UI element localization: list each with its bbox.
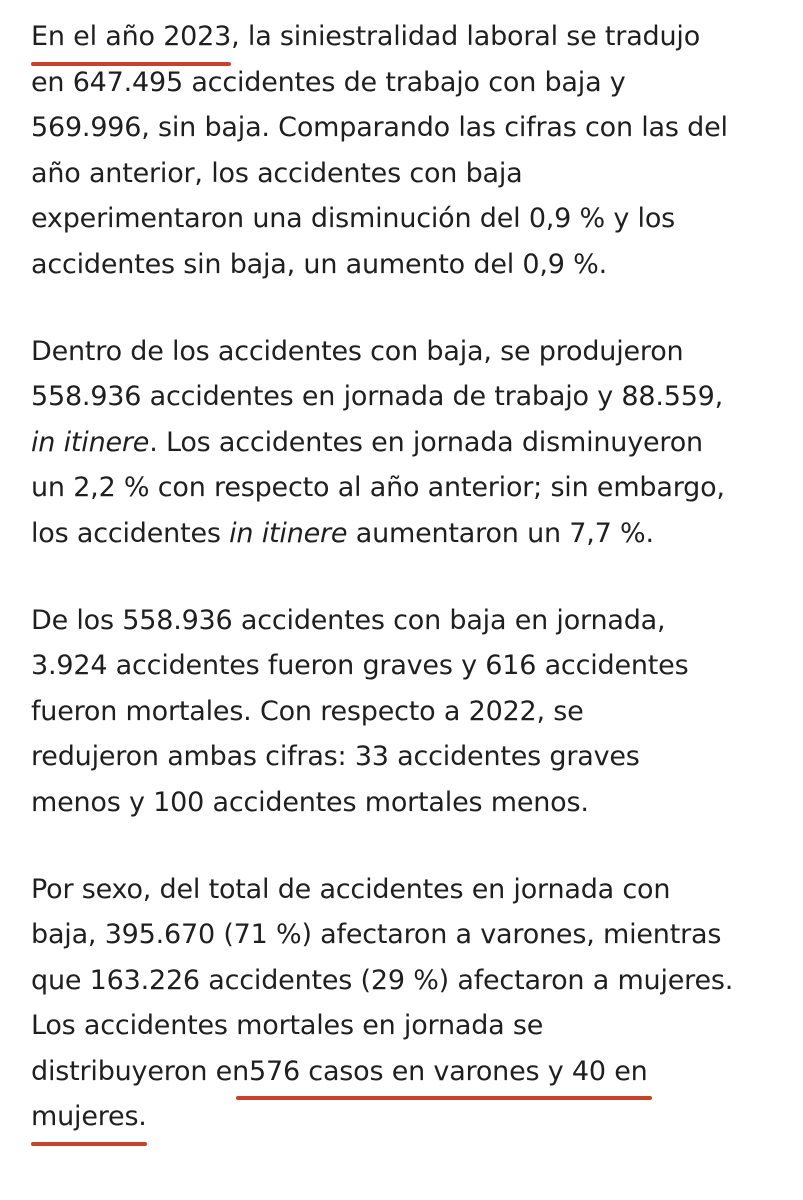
text-line [31,511,796,557]
article-body [31,14,796,1181]
text-span: . Los accidentes en jornada disminuyeron [149,426,703,458]
text-line [31,1094,796,1140]
text-line: baja, 395.670 (71 %) afectaron a varones, mientras [31,919,722,951]
paragraph-severity [31,598,796,826]
text-line: 558.936 accidentes en jornada de trabajo y 88.559, [31,381,724,413]
text-line: año anterior, los accidentes con baja [31,157,523,189]
text-line: que 163.226 accidentes (29 %) afectaron a mujeres. [31,964,734,996]
text-line [31,1049,796,1095]
italic-term: in itinere [31,426,150,458]
text-line: 3.924 accidentes fueron graves y 616 accidentes [31,650,689,682]
text-line: redujeron ambas cifras: 33 accidentes graves [31,741,640,773]
paragraph-accident-totals [31,14,796,288]
highlighted-phrase: En el año 2023 [31,14,231,60]
text-line: Dentro de los accidentes con baja, se produjeron [31,335,684,367]
text-line: De los 558.936 accidentes con baja en jornada, [31,604,666,636]
text-span: aumentaron un 7,7 %. [347,517,654,549]
text-line: experimentaron una disminución del 0,9 % y los [31,203,676,235]
text-line: Por sexo, del total de accidentes en jornada con [31,873,671,905]
text-span: , la siniestralidad laboral se tradujo [231,21,701,52]
text-line: en 647.495 accidentes de trabajo con baja y [31,66,626,98]
text-span: distribuyeron en [31,1055,249,1087]
text-line: menos y 100 accidentes mortales menos. [31,786,589,818]
text-line: accidentes sin baja, un aumento del 0,9 %. [31,248,607,280]
paragraph-by-sex [31,867,796,1141]
text-line [31,14,796,60]
highlighted-phrase: mujeres. [31,1094,147,1140]
text-line: 569.996, sin baja. Comparando las cifras con las del [31,112,728,144]
highlighted-phrase: 576 casos en varones y 40 en [249,1049,648,1095]
text-span: los accidentes [31,517,230,549]
text-line [31,420,796,466]
italic-term: in itinere [229,517,348,549]
text-line: un 2,2 % con respecto al año anterior; sin embargo, [31,472,725,504]
paragraph-jornada-itinere [31,329,796,557]
text-line: fueron mortales. Con respecto a 2022, se [31,695,584,727]
text-line: Los accidentes mortales en jornada se [31,1010,544,1042]
